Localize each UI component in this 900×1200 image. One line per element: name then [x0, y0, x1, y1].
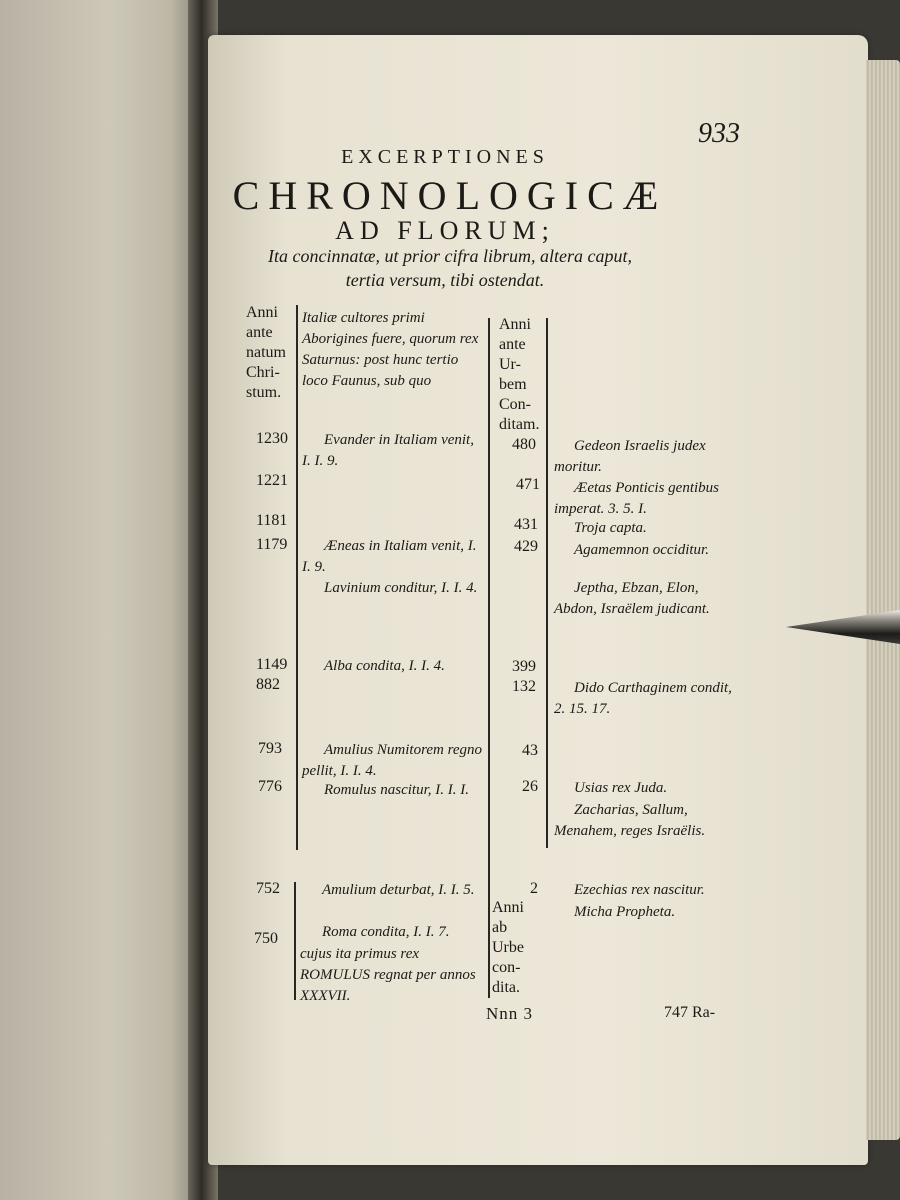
header-word: ante	[246, 324, 273, 341]
year-bc: 1149	[256, 656, 288, 673]
header-word: ditam.	[499, 416, 540, 433]
header-word: natum	[246, 344, 286, 361]
middle-column-header	[499, 315, 551, 435]
entry-text: Evander in Italiam venit, I. I. 9.	[302, 432, 474, 469]
year-auc: 431	[514, 516, 538, 533]
year-auc: 2	[530, 880, 538, 897]
year-bc: 1230	[256, 430, 288, 447]
title-line-1: EXCERPTIONES	[341, 146, 549, 168]
entry-text: Amulium deturbat, I. I. 5.	[322, 882, 475, 898]
header-word: Ur-	[499, 356, 521, 373]
year-bc: 882	[256, 676, 280, 693]
subtitle-line-1: Ita concinnatæ, ut prior cifra librum, altera caput,	[268, 246, 632, 266]
catchword: 747 Ra-	[664, 1004, 716, 1021]
column-rule	[488, 318, 490, 998]
entry-text: Micha Propheta.	[574, 904, 676, 920]
entry-text: Zacharias, Sallum, Menahem, reges Israëlis.	[554, 802, 706, 839]
year-bc: 793	[258, 740, 282, 757]
entry-text: Æetas Ponticis gentibus imperat. 3. 5. I.	[554, 480, 719, 517]
entry-text: Lavinium conditur, I. I. 4.	[324, 580, 478, 596]
column-rule	[296, 305, 298, 850]
entry-text: Jeptha, Ebzan, Elon, Abdon, Israëlem judicant.	[554, 580, 710, 617]
footer-word: dita.	[492, 979, 520, 996]
column-rule	[546, 318, 548, 848]
year-bc: 750	[254, 930, 278, 947]
entry-text: Alba condita, I. I. 4.	[324, 658, 445, 674]
header-word: Chri-	[246, 364, 280, 381]
year-bc: 1221	[256, 472, 288, 489]
entry-text: Agamemnon occiditur.	[574, 542, 709, 558]
entry-text: Romulus nascitur, I. I. I.	[324, 782, 469, 798]
year-auc: 429	[514, 538, 538, 555]
entry-text: Dido Carthaginem condit, 2. 15. 17.	[554, 680, 732, 717]
year-auc: 399	[512, 658, 536, 675]
year-auc: 26	[522, 778, 538, 795]
header-word: Anni	[499, 316, 531, 333]
header-word: ante	[499, 336, 526, 353]
entry-text: Æneas in Italiam venit, I. I. 9.	[302, 538, 477, 575]
entry-text: Ezechias rex nascitur.	[574, 882, 705, 898]
entry-text: cujus ita primus rex ROMULUS regnat per annos XXXVII.	[300, 946, 476, 1004]
entry-text: Troja capta.	[574, 520, 647, 536]
footer-word: ab	[492, 919, 508, 936]
year-bc: 1181	[256, 512, 288, 529]
header-word: stum.	[246, 384, 282, 401]
year-bc: 776	[258, 778, 282, 795]
year-auc: 480	[512, 436, 536, 453]
entry-text: Italiæ cultores primi Aborigines fuere, quorum rex Saturnus: post hunc tertio loco Faunus, sub quo	[302, 310, 479, 389]
page-number: 933	[698, 118, 740, 149]
year-bc: 1179	[256, 536, 288, 553]
entry-text: Roma condita, I. I. 7.	[322, 924, 450, 940]
entry-text: Usias rex Juda.	[574, 780, 668, 796]
signature-mark: Nnn 3	[486, 1004, 534, 1023]
header-word: Con-	[499, 396, 531, 413]
header-word: Anni	[246, 304, 278, 321]
title-line-2: CHRONOLOGICÆ	[232, 173, 668, 218]
entry-text: Amulius Numitorem regno pellit, I. I. 4.	[302, 742, 483, 779]
year-auc: 43	[522, 742, 538, 759]
footer-word: Anni	[492, 899, 524, 916]
column-rule	[294, 882, 296, 1000]
middle-column-footer	[492, 898, 544, 998]
title-line-3: AD FLORUM;	[335, 216, 555, 245]
year-bc: 752	[256, 880, 280, 897]
header-word: bem	[499, 376, 527, 393]
year-auc: 132	[512, 678, 536, 695]
footer-word: Urbe	[492, 939, 524, 956]
entry-text: Gedeon Israelis judex moritur.	[554, 438, 706, 475]
subtitle-line-2: tertia versum, tibi ostendat.	[345, 270, 545, 290]
footer-word: con-	[492, 959, 521, 976]
year-auc: 471	[516, 476, 540, 493]
left-column-header	[246, 303, 298, 403]
